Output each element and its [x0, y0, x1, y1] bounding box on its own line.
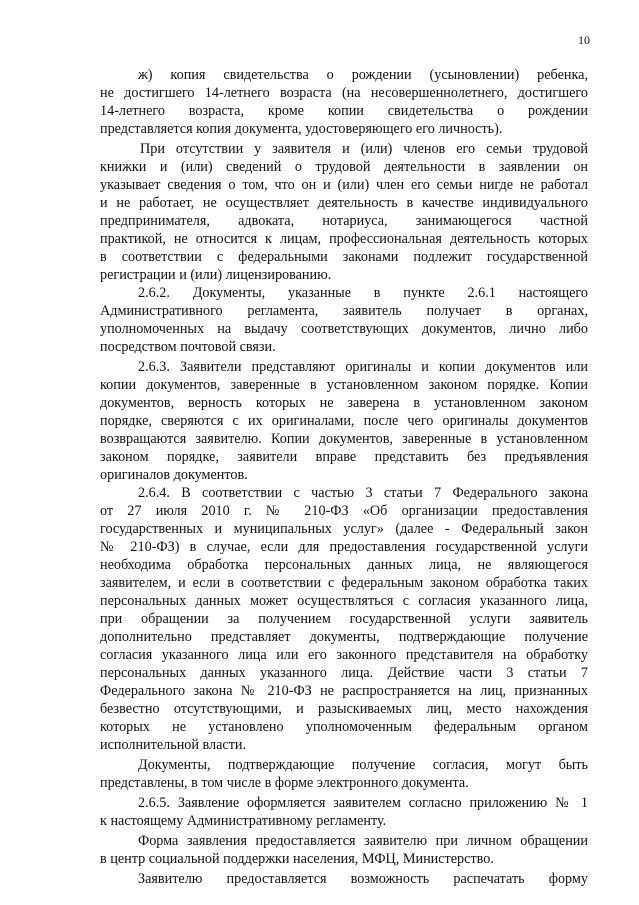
text-line: представлены, в том числе в форме электронного документа.: [100, 775, 469, 791]
text-line: Административного регламента, заявитель получает в органах,: [100, 303, 588, 319]
text-line: в соответствии с федеральными законами подлежит государственной: [100, 249, 588, 265]
text-line: Заявителю предоставляется возможность распечатать форму: [138, 871, 588, 887]
text-line: государственных и муниципальных услуг» (далее - Федеральный закон: [100, 521, 588, 537]
text-line: документов, верность которых не заверена в установленном законом: [100, 395, 588, 411]
text-line: ж) копия свидетельства о рождении (усыновлении) ребенка,: [138, 67, 588, 83]
text-line: регистрации и (или) лицензированию.: [100, 267, 332, 283]
text-line: которых не установлено уполномоченным федеральным органом: [100, 719, 588, 735]
text-line: 2.6.2. Документы, указанные в пункте 2.6.1 настоящего: [138, 285, 588, 301]
text-line: посредством почтовой связи.: [100, 339, 276, 355]
text-line: не достигшего 14-летнего возраста (на несовершеннолетнего, достигшего: [100, 85, 588, 101]
text-line: уполномоченных на выдачу соответствующих документов, лично либо: [100, 321, 588, 337]
text-line: копии документов, заверенные в установленном законом порядке. Копии: [100, 377, 588, 393]
text-line: представляется копия документа, удостоверяющего его личность).: [100, 121, 503, 137]
text-line: согласия указанного лица или его законного представителя на обработку: [100, 647, 588, 663]
text-line: 2.6.3. Заявители представляют оригиналы и копии документов или: [138, 359, 588, 375]
text-line: законом порядке, заявители вправе представить без предъявления: [100, 449, 588, 465]
text-line: Форма заявления предоставляется заявителю при личном обращении: [138, 833, 588, 849]
text-line: к настоящему Административному регламенту.: [100, 813, 387, 829]
text-line: 14-летнего возраста, кроме копии свидетельства о рождении: [100, 103, 588, 119]
text-line: исполнительной власти.: [100, 737, 247, 753]
text-line: персональных данных может осуществляться с согласия указанного лица,: [100, 593, 588, 609]
text-line: безвестно отсутствующими, и разыскиваемых лиц, место нахождения: [100, 701, 588, 717]
text-line: При отсутствии у заявителя и (или) членов его семьи трудовой: [140, 141, 588, 157]
text-line: дополнительно представляет документы, подтверждающие получение: [100, 629, 588, 645]
page-number: 10: [578, 33, 590, 47]
text-line: № 210-ФЗ) в случае, если для предоставления государственной услуги: [100, 539, 588, 555]
text-line: Документы, подтверждающие получение согласия, могут быть: [138, 757, 588, 773]
text-line: заявителем, и если в соответствии с федеральным законом обработка таких: [100, 575, 588, 591]
text-line: при обращении за получением государственной услуги заявитель: [100, 611, 588, 627]
text-line: Федерального закона № 210-ФЗ не распространяется на лиц, признанных: [100, 683, 588, 699]
text-line: и не работает, не осуществляет деятельность в качестве индивидуального: [100, 195, 588, 211]
text-line: в центр социальной поддержки населения, МФЦ, Министерство.: [100, 851, 494, 867]
text-line: порядке, сверяются с их оригиналами, после чего оригиналы документов: [100, 413, 588, 429]
text-line: оригиналов документов.: [100, 467, 248, 483]
text-line: от 27 июля 2010 г. № 210-ФЗ «Об организации предоставления: [100, 503, 588, 519]
text-line: книжки и (или) сведений о трудовой деятельности в заявлении он: [100, 159, 588, 175]
text-line: 2.6.4. В соответствии с частью 3 статьи 7 Федерального закона: [138, 485, 588, 501]
text-line: практикой, не относится к лицам, профессиональная деятельность которых: [100, 231, 588, 247]
text-line: персональных данных указанного лица. Действие части 3 статьи 7: [100, 665, 588, 681]
text-line: возвращаются заявителю. Копии документов, заверенные в установленном: [100, 431, 588, 447]
text-line: предпринимателя, адвоката, нотариуса, занимающегося частной: [100, 213, 588, 229]
text-line: необходима обработка персональных данных лица, не являющегося: [100, 557, 588, 573]
text-line: 2.6.5. Заявление оформляется заявителем согласно приложению № 1: [138, 795, 588, 811]
text-line: указывает сведения о том, что он и (или) член его семьи нигде не работал: [100, 177, 588, 193]
